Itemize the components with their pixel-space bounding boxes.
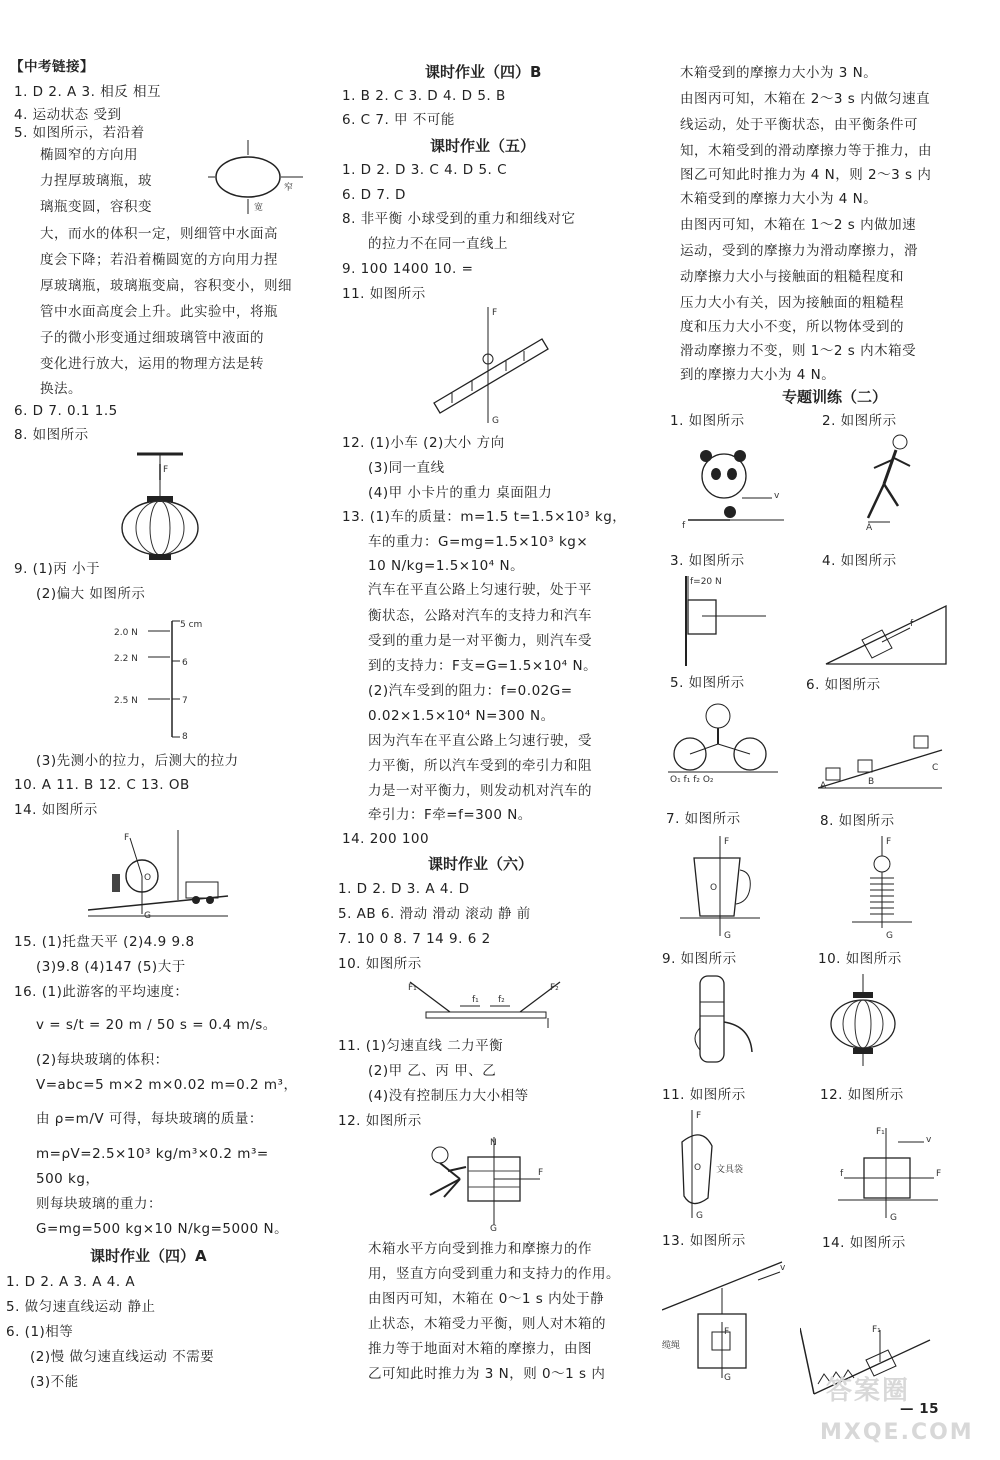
- answer-line: 6. D 7. D: [342, 187, 406, 203]
- answer-line: (4)甲 小卡片的重力 桌面阻力: [368, 485, 553, 501]
- svg-text:F₁: F₁: [876, 1127, 885, 1137]
- svg-text:f: f: [910, 619, 914, 629]
- answer-line: 由图丙可知，木箱在 1～2 s 内做加速: [680, 217, 917, 233]
- svg-text:G: G: [144, 911, 151, 920]
- answer-line: 11. 如图所示: [342, 286, 426, 302]
- answer-line: 1. B 2. C 3. D 4. D 5. B: [342, 88, 506, 104]
- svg-text:G: G: [886, 931, 893, 940]
- svg-text:f=20 N: f=20 N: [690, 577, 722, 587]
- svg-text:O: O: [144, 873, 152, 883]
- answer-line: 7. 10 0 8. 7 14 9. 6 2: [338, 931, 491, 947]
- wall-block-figure: [680, 572, 770, 668]
- answer-line: 止状态，木箱受力平衡，则人对木箱的: [368, 1316, 606, 1332]
- svg-text:文具袋: 文具袋: [716, 1165, 744, 1175]
- answer-line: 12. 如图所示: [338, 1113, 422, 1129]
- answer-line: 用，竖直方向受到重力和支持力的作用。: [368, 1266, 620, 1282]
- answer-line: 12. 如图所示: [820, 1087, 904, 1103]
- answer-line: 1. D 2. D 3. A 4. D: [338, 881, 470, 897]
- narrow-label: 窄: [284, 183, 294, 193]
- svg-text:G: G: [890, 1213, 897, 1223]
- answer-line: 8. 非平衡 小球受到的重力和细线对它: [342, 211, 576, 227]
- answer-line: 线运动，处于平衡状态，由平衡条件可: [680, 117, 918, 133]
- answer-line: 牵引力：F牵=f=300 N。: [368, 807, 532, 823]
- panda-figure: [680, 432, 790, 532]
- cup-figure: [680, 832, 760, 940]
- answer-line: 1. 如图所示: [670, 413, 745, 429]
- answer-line: 力捏厚玻璃瓶，玻: [40, 173, 152, 189]
- svg-text:C: C: [932, 763, 939, 773]
- answer-line: 汽车在平直公路上匀速行驶，处于平: [368, 582, 592, 598]
- svg-text:G: G: [724, 1373, 731, 1382]
- svg-text:7: 7: [182, 696, 188, 706]
- watermark-bottom: MXQE.COM: [820, 1420, 974, 1445]
- answer-line: 度和压力大小不变，所以物体受到的: [680, 319, 904, 335]
- answer-line: 衡状态，公路对汽车的支持力和汽车: [368, 608, 592, 624]
- answer-line: 木箱水平方向受到推力和摩擦力的作: [368, 1241, 592, 1257]
- answer-line: 受到的重力是一对平衡力，则汽车受: [368, 633, 592, 649]
- answer-line: 度会下降；若沿着椭圆宽的方向用力捏: [40, 252, 278, 268]
- svg-text:F: F: [724, 837, 730, 847]
- cart-ramp-figure: [88, 828, 238, 920]
- answer-line: 13. (1)车的质量：m=1.5 t=1.5×10³ kg，: [342, 509, 627, 525]
- answer-line: 9. (1)丙 小于: [14, 561, 101, 577]
- answer-line: G=mg=500 kg×10 N/kg=5000 N。: [36, 1221, 289, 1237]
- answer-line: (2)每块玻璃的体积：: [36, 1052, 169, 1068]
- answer-line: (2)甲 乙、丙 甲、乙: [368, 1063, 497, 1079]
- pull-stick-figure: [400, 978, 570, 1038]
- answer-line: 则每块玻璃的重力：: [36, 1196, 162, 1212]
- answer-line: 8. 如图所示: [14, 427, 89, 443]
- answer-line: 木箱受到的摩擦力大小为 3 N。: [680, 65, 878, 81]
- answer-line: 14. 200 100: [342, 831, 430, 847]
- answer-line: 6. C 7. 甲 不可能: [342, 112, 455, 128]
- answer-line: 7. 如图所示: [666, 811, 741, 827]
- answer-line: (3)先测小的拉力，后测大的拉力: [36, 753, 239, 769]
- spring-scale-figure: [112, 617, 222, 741]
- answer-line: (3)同一直线: [368, 460, 445, 476]
- incline-ball-figure: [432, 305, 552, 427]
- answer-line: 由图丙可知，木箱在 0～1 s 内处于静: [368, 1291, 605, 1307]
- svg-text:v: v: [780, 1263, 786, 1273]
- answer-line: (2)偏大 如图所示: [36, 586, 146, 602]
- answer-line: 换法。: [40, 381, 82, 397]
- answer-line: 5. 如图所示: [670, 675, 745, 691]
- answer-line: 子的微小形变通过细玻璃管中液面的: [40, 330, 264, 346]
- svg-text:v: v: [926, 1135, 932, 1145]
- incline-block-figure: [822, 600, 952, 670]
- answer-line: (4)没有控制压力大小相等: [368, 1088, 529, 1104]
- svg-text:F: F: [696, 1111, 702, 1121]
- answer-line: 滑动摩擦力不变，则 1～2 s 内木箱受: [680, 343, 917, 359]
- answer-line: 12. (1)小车 (2)大小 方向: [342, 435, 505, 451]
- section-heading-zhongkao: 【中考链接】: [10, 59, 94, 75]
- svg-text:B: B: [868, 777, 875, 787]
- svg-text:O: O: [710, 883, 718, 893]
- answer-line: V=abc=5 m×2 m×0.02 m=0.2 m³，: [36, 1077, 298, 1093]
- answer-line: 由图丙可知，木箱在 2～3 s 内做匀速直: [680, 91, 931, 107]
- answer-line: 14. 如图所示: [822, 1235, 906, 1251]
- svg-text:F: F: [163, 465, 169, 475]
- answer-line: 厚玻璃瓶，玻璃瓶变扁，容积变小，则细: [40, 278, 292, 294]
- cable-car-figure: [662, 1252, 792, 1382]
- answer-line: 8. 如图所示: [820, 813, 895, 829]
- svg-text:5 cm: 5 cm: [180, 620, 203, 630]
- answer-line: 9. 100 1400 10. =: [342, 261, 474, 277]
- answer-line: 10. A 11. B 12. C 13. OB: [14, 777, 190, 793]
- answer-line: 6. (1)相等: [6, 1324, 74, 1340]
- runner-figure: [850, 432, 920, 532]
- answer-line: 运动，受到的摩擦力为滑动摩擦力，滑: [680, 243, 918, 259]
- answer-line: 10. 如图所示: [338, 956, 422, 972]
- answer-line: 力是一对平衡力，则发动机对汽车的: [368, 783, 592, 799]
- answer-line: 5. 做匀速直线运动 静止: [6, 1299, 156, 1315]
- slope-blocks-figure: [818, 730, 948, 794]
- spring-ball-figure: [852, 832, 922, 940]
- lantern-figure: [115, 450, 205, 562]
- answer-line: 压力大小有关，因为接触面的粗糙程: [680, 295, 904, 311]
- page-number: — 15: [900, 1401, 939, 1417]
- answer-line: 因为汽车在平直公路上匀速行驶，受: [368, 733, 592, 749]
- bottle-hand-figure: [680, 972, 760, 1068]
- svg-text:O₁ f₁ f₂ O₂: O₁ f₁ f₂ O₂: [670, 775, 714, 784]
- svg-text:f: f: [682, 521, 686, 531]
- svg-text:f: f: [840, 1169, 844, 1179]
- answer-line: 6. 如图所示: [806, 677, 881, 693]
- answer-line: (3)9.8 (4)147 (5)大于: [36, 959, 186, 975]
- answer-line: 6. D 7. 0.1 1.5: [14, 403, 118, 419]
- answer-line: 图乙可知此时推力为 4 N，则 2～3 s 内: [680, 167, 932, 183]
- watermark-top: 答案圈: [826, 1376, 911, 1406]
- svg-text:F: F: [724, 1327, 730, 1337]
- answer-line: 的拉力不在同一直线上: [368, 236, 508, 252]
- svg-text:F: F: [538, 1168, 544, 1178]
- svg-text:F₂: F₂: [550, 983, 559, 993]
- answer-line: 由 ρ=m/V 可得，每块玻璃的质量：: [36, 1111, 263, 1127]
- answer-line: 车的重力：G=mg=1.5×10³ kg×: [368, 534, 589, 550]
- svg-text:G: G: [724, 931, 731, 940]
- answer-line: 1. D 2. A 3. A 4. A: [6, 1274, 136, 1290]
- wide-label: 宽: [254, 203, 264, 213]
- svg-text:F₁: F₁: [408, 983, 417, 993]
- answer-line: 木箱受到的摩擦力大小为 4 N。: [680, 191, 878, 207]
- block-forces-figure: [838, 1124, 948, 1224]
- svg-text:2.0 N: 2.0 N: [114, 628, 138, 638]
- svg-text:N: N: [490, 1138, 497, 1148]
- answer-line: (3)不能: [30, 1374, 79, 1390]
- answer-line: 管中水面高度会上升。此实验中，将瓶: [40, 304, 278, 320]
- ellipse-squeeze-figure: [208, 140, 308, 214]
- answer-line: 动摩擦力大小与接触面的粗糙程度和: [680, 269, 904, 285]
- pencil-bag-figure: [672, 1106, 762, 1222]
- answer-line: 15. (1)托盘天平 (2)4.9 9.8: [14, 934, 195, 950]
- answer-line: 2. 如图所示: [822, 413, 897, 429]
- answer-line: 10. 如图所示: [818, 951, 902, 967]
- svg-text:v: v: [774, 491, 780, 501]
- answer-line: 知，木箱受到的滑动摩擦力等于推力，由: [680, 143, 932, 159]
- svg-text:6: 6: [182, 658, 188, 668]
- answer-line: 璃瓶变圆，容积变: [40, 199, 152, 215]
- answer-line: 14. 如图所示: [14, 802, 98, 818]
- section-heading-special-2: 专题训练（二）: [782, 388, 888, 406]
- answer-line: 大，而水的体积一定，则细管中水面高: [40, 226, 278, 242]
- answer-line: 10 N/kg=1.5×10⁴ N。: [368, 558, 525, 574]
- answer-line: 11. (1)匀速直线 二力平衡: [338, 1038, 504, 1054]
- answer-line: 3. 如图所示: [670, 553, 745, 569]
- answer-line: v = s/t = 20 m / 50 s = 0.4 m/s。: [36, 1017, 277, 1033]
- answer-line: 5. 如图所示，若沿着: [14, 125, 145, 141]
- svg-text:2.2 N: 2.2 N: [114, 654, 138, 664]
- svg-text:缆绳: 缆绳: [662, 1341, 681, 1351]
- svg-text:F: F: [124, 833, 130, 843]
- answer-line: 5. AB 6. 滑动 滑动 滚动 静 前: [338, 906, 531, 922]
- answer-line: m=ρV=2.5×10³ kg/m³×0.2 m³=: [36, 1146, 269, 1162]
- answer-line: 乙可知此时推力为 3 N，则 0～1 s 内: [368, 1366, 606, 1382]
- lantern-figure-2: [826, 974, 900, 1068]
- answer-line: 到的支持力：F支=G=1.5×10⁴ N。: [368, 658, 598, 674]
- svg-text:F: F: [886, 837, 892, 847]
- answer-line: 13. 如图所示: [662, 1233, 746, 1249]
- answer-line: 0.02×1.5×10⁴ N=300 N。: [368, 708, 555, 724]
- svg-text:F: F: [936, 1169, 942, 1179]
- bicycle-figure: [668, 700, 778, 784]
- svg-text:F: F: [492, 308, 498, 318]
- section-heading-5: 课时作业（五）: [430, 137, 536, 155]
- answer-line: 11. 如图所示: [662, 1087, 746, 1103]
- svg-text:G: G: [492, 416, 499, 426]
- svg-text:f₂: f₂: [498, 995, 505, 1005]
- answer-line: 16. (1)此游客的平均速度：: [14, 984, 189, 1000]
- section-heading-4a: 课时作业（四）A: [90, 1247, 207, 1265]
- answer-line: 到的摩擦力大小为 4 N。: [680, 367, 836, 383]
- answer-line: 椭圆窄的方向用: [40, 147, 138, 163]
- answer-line: 推力等于地面对木箱的摩擦力，由图: [368, 1341, 592, 1357]
- answer-line: 9. 如图所示: [662, 951, 737, 967]
- answer-line: (2)慢 做匀速直线运动 不需要: [30, 1349, 215, 1365]
- answer-line: 1. D 2. D 3. C 4. D 5. C: [342, 162, 508, 178]
- svg-text:F₁: F₁: [872, 1325, 881, 1335]
- svg-text:O: O: [694, 1163, 702, 1173]
- svg-text:A: A: [866, 523, 873, 532]
- svg-text:A: A: [820, 781, 827, 791]
- svg-text:2.5 N: 2.5 N: [114, 696, 138, 706]
- answer-line: 力平衡，所以汽车受到的牵引力和阻: [368, 758, 592, 774]
- section-heading-6: 课时作业（六）: [428, 855, 534, 873]
- svg-text:G: G: [490, 1224, 497, 1231]
- svg-text:f₁: f₁: [472, 995, 479, 1005]
- answer-line: 500 kg，: [36, 1171, 100, 1187]
- answer-line: 1. D 2. A 3. 相反 相互: [14, 84, 162, 100]
- svg-text:G: G: [696, 1211, 703, 1221]
- answer-line: 变化进行放大，运用的物理方法是转: [40, 356, 264, 372]
- answer-line: (2)汽车受到的阻力：f=0.02G=: [368, 683, 573, 699]
- section-heading-4b: 课时作业（四）B: [425, 63, 542, 81]
- svg-text:8: 8: [182, 732, 188, 741]
- push-box-figure: [420, 1135, 560, 1231]
- answer-line: 4. 运动状态 受到: [14, 107, 122, 123]
- answer-line: 4. 如图所示: [822, 553, 897, 569]
